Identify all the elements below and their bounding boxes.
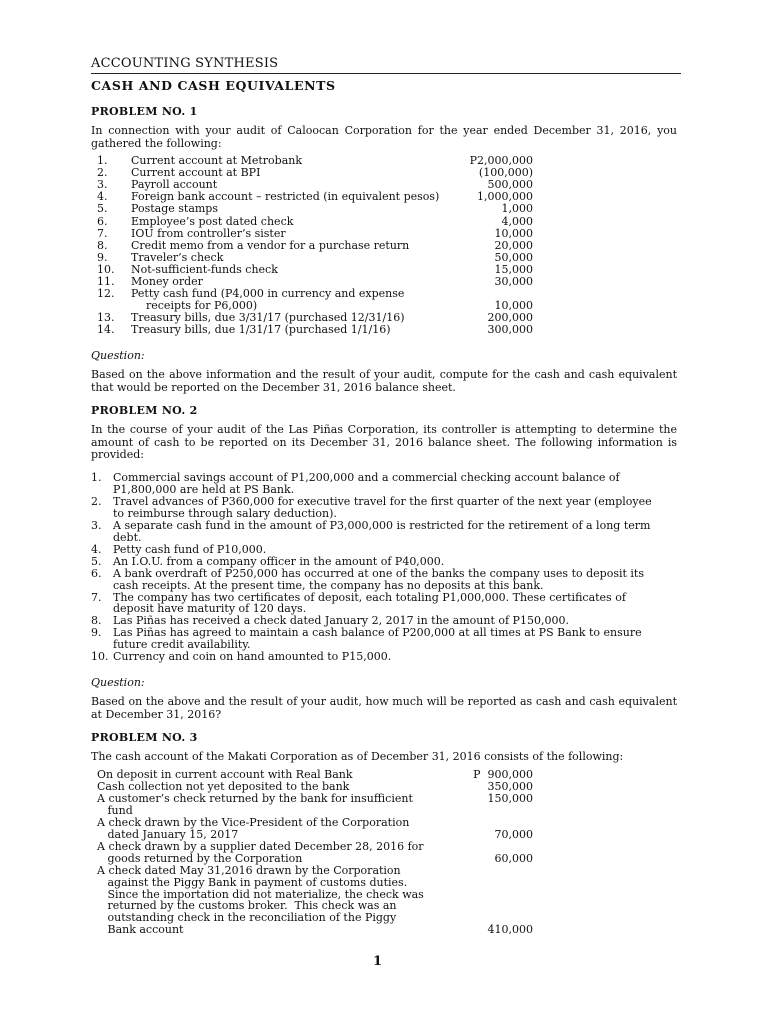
item-amount: 150,000 [487, 791, 533, 805]
problem-2-title: PROBLEM NO. 2 [91, 404, 198, 417]
item-number: 10. [97, 262, 115, 276]
list-item-number: 9. [91, 626, 102, 640]
item-text: Petty cash fund (P4,000 in currency and expense [131, 287, 405, 301]
item-number: 7. [97, 226, 108, 240]
item-amount: 410,000 [487, 923, 533, 937]
item-number: 14. [97, 323, 115, 337]
item-amount: 4,000 [501, 214, 533, 228]
item-amount: 300,000 [487, 323, 533, 337]
list-item-number: 8. [91, 614, 102, 628]
list-item-text: An I.O.U. from a company officer in the amount of P40,000. [113, 554, 445, 568]
list-item-number: 2. [91, 494, 102, 508]
page-number: 1 [373, 954, 383, 969]
problem-1-question-label: Question: [91, 349, 145, 362]
list-item-number: 1. [91, 471, 102, 484]
list-item-number: 7. [91, 590, 102, 604]
item-amount: 500,000 [487, 178, 533, 192]
list-item-text: future credit availability. [113, 638, 251, 652]
list-item-text: against the Piggy Bank in payment of customs duties. [97, 875, 408, 889]
item-amount: 60,000 [494, 851, 533, 865]
item-number: 4. [97, 190, 108, 204]
item-number: 1. [97, 154, 108, 167]
item-amount: 70,000 [494, 827, 533, 841]
list-item [0, 167, 768, 179]
list-item [0, 252, 768, 264]
item-text: Postage stamps [131, 202, 218, 216]
list-item-text: Commercial savings account of P1,200,000 and a commercial checking account balance of [113, 471, 620, 484]
list-item [0, 228, 768, 240]
header-rule [91, 73, 681, 74]
list-item-text: outstanding check in the reconciliation of the Piggy [97, 911, 397, 925]
item-text: Employee’s post dated check [131, 214, 294, 228]
list-item-text: A check dated May 31,2016 drawn by the Corporation [97, 863, 401, 877]
list-item-text: A check drawn by a supplier dated December 28, 2016 for [97, 839, 424, 853]
list-item-text: goods returned by the Corporation [97, 851, 303, 865]
list-item [0, 216, 768, 228]
list-item-text: Petty cash fund of P10,000. [113, 542, 267, 556]
list-item-text: Bank account [97, 923, 184, 937]
item-number: 9. [97, 250, 108, 264]
list-item-text: to reimburse through salary deduction). [113, 506, 337, 520]
list-item-text: dated January 15, 2017 [97, 827, 239, 841]
problem-3-intro: The cash account of the Makati Corporation as of December 31, 2016 consists of the following: [91, 750, 624, 763]
item-number: 2. [97, 166, 108, 180]
item-amount: 30,000 [494, 275, 533, 288]
item-text: Current account at BPI [131, 166, 261, 180]
list-item-text: fund [97, 803, 133, 817]
item-amount: 1,000 [501, 202, 533, 216]
item-text: Payroll account [131, 178, 218, 192]
item-amount: (100,000) [478, 166, 533, 180]
problem-1-intro: In connection with your audit of Caloocan Corporation for the year ended December 31, 2016, you gathered the following: [91, 124, 677, 150]
item-number: 3. [97, 178, 108, 192]
item-text: Foreign bank account – restricted (in equivalent pesos) [131, 190, 440, 204]
item-amount: 10,000 [494, 226, 533, 240]
item-number: 6. [97, 214, 108, 228]
item-number: 12. [97, 287, 115, 301]
list-item [0, 288, 768, 300]
item-text: receipts for P6,000) [146, 299, 258, 313]
item-amount: 10,000 [494, 299, 533, 313]
list-item-text: Las Piñas has agreed to maintain a cash balance of P200,000 at all times at PS Bank to ensure [113, 626, 642, 640]
list-item [0, 203, 768, 215]
item-amount: 1,000,000 [477, 190, 533, 204]
document-header: ACCOUNTING SYNTHESIS [91, 56, 279, 71]
problem-2-question-label: Question: [91, 676, 145, 689]
list-item-text: The company has two certificates of deposit, each totaling P1,000,000. These certificates of [113, 590, 626, 604]
item-text: Credit memo from a vendor for a purchase return [131, 238, 410, 252]
item-amount: P2,000,000 [469, 154, 533, 167]
list-item-text: debt. [113, 530, 142, 544]
problem-1-title: PROBLEM NO. 1 [91, 105, 198, 118]
list-item [0, 324, 768, 336]
item-text: Treasury bills, due 1/31/17 (purchased 1/1/16) [131, 323, 391, 337]
list-item-text: Currency and coin on hand amounted to P15,000. [113, 650, 392, 664]
item-amount: 50,000 [494, 250, 533, 264]
list-item-text: A check drawn by the Vice-President of the Corporation [97, 815, 410, 829]
list-item [0, 155, 768, 167]
list-item-text: P1,800,000 are held at PS Bank. [113, 482, 295, 496]
item-amount: 15,000 [494, 262, 533, 276]
list-item-text: Cash collection not yet deposited to the bank [97, 779, 350, 793]
item-number: 8. [97, 238, 108, 252]
list-item-text: A bank overdraft of P250,000 has occurred at one of the banks the company uses to deposit its [113, 566, 644, 580]
item-number: 5. [97, 202, 108, 216]
item-text: Money order [131, 275, 203, 288]
list-item-text: On deposit in current account with Real Bank [97, 768, 353, 781]
item-amount: 350,000 [487, 779, 533, 793]
list-item-number: 5. [91, 554, 102, 568]
list-item-number: 4. [91, 542, 102, 556]
list-item-number: 3. [91, 518, 102, 532]
list-item-text: Las Piñas has received a check dated January 2, 2017 in the amount of P150,000. [113, 614, 569, 628]
list-item-text: Since the importation did not materialize, the check was [97, 887, 424, 901]
list-item-number: 10. [91, 650, 109, 664]
list-item-text: deposit have maturity of 120 days. [113, 602, 307, 616]
list-item-text: Travel advances of P360,000 for executive travel for the first quarter of the next year (employee [113, 494, 652, 508]
problem-2-intro: In the course of your audit of the Las Piñas Corporation, its controller is attempting to determine the amount of cash to be reported on its December 31, 2016 balance sheet. The following information is provided: [91, 423, 677, 461]
problem-3-title: PROBLEM NO. 3 [91, 731, 198, 744]
problem-1-question: Based on the above information and the result of your audit, compute for the cash and cash equivalent that would be reported on the December 31, 2016 balance sheet. [91, 368, 677, 394]
item-amount: P 900,000 [473, 768, 533, 781]
list-item-number: 6. [91, 566, 102, 580]
section-title: CASH AND CASH EQUIVALENTS [91, 78, 336, 93]
item-text: Current account at Metrobank [131, 154, 303, 167]
item-text: IOU from controller’s sister [131, 226, 286, 240]
list-item [0, 264, 768, 276]
item-number: 13. [97, 311, 115, 325]
item-text: Not-sufficient-funds check [131, 262, 278, 276]
problem-2-question: Based on the above and the result of your audit, how much will be reported as cash and cash equivalent at December 31, 2016? [91, 695, 677, 721]
list-item-text: A customer’s check returned by the bank for insufficient [97, 791, 413, 805]
list-item [0, 240, 768, 252]
item-text: Treasury bills, due 3/31/17 (purchased 12/31/16) [131, 311, 405, 325]
item-amount: 200,000 [487, 311, 533, 325]
item-amount: 20,000 [494, 238, 533, 252]
list-item [0, 191, 768, 203]
item-text: Traveler’s check [131, 250, 224, 264]
list-item-text: A separate cash fund in the amount of P3,000,000 is restricted for the retirement of a long term [113, 518, 651, 532]
list-item-text: returned by the customs broker. This check was an [97, 899, 397, 913]
list-item-text: cash receipts. At the present time, the company has no deposits at this bank. [113, 578, 544, 592]
item-number: 11. [97, 275, 115, 288]
